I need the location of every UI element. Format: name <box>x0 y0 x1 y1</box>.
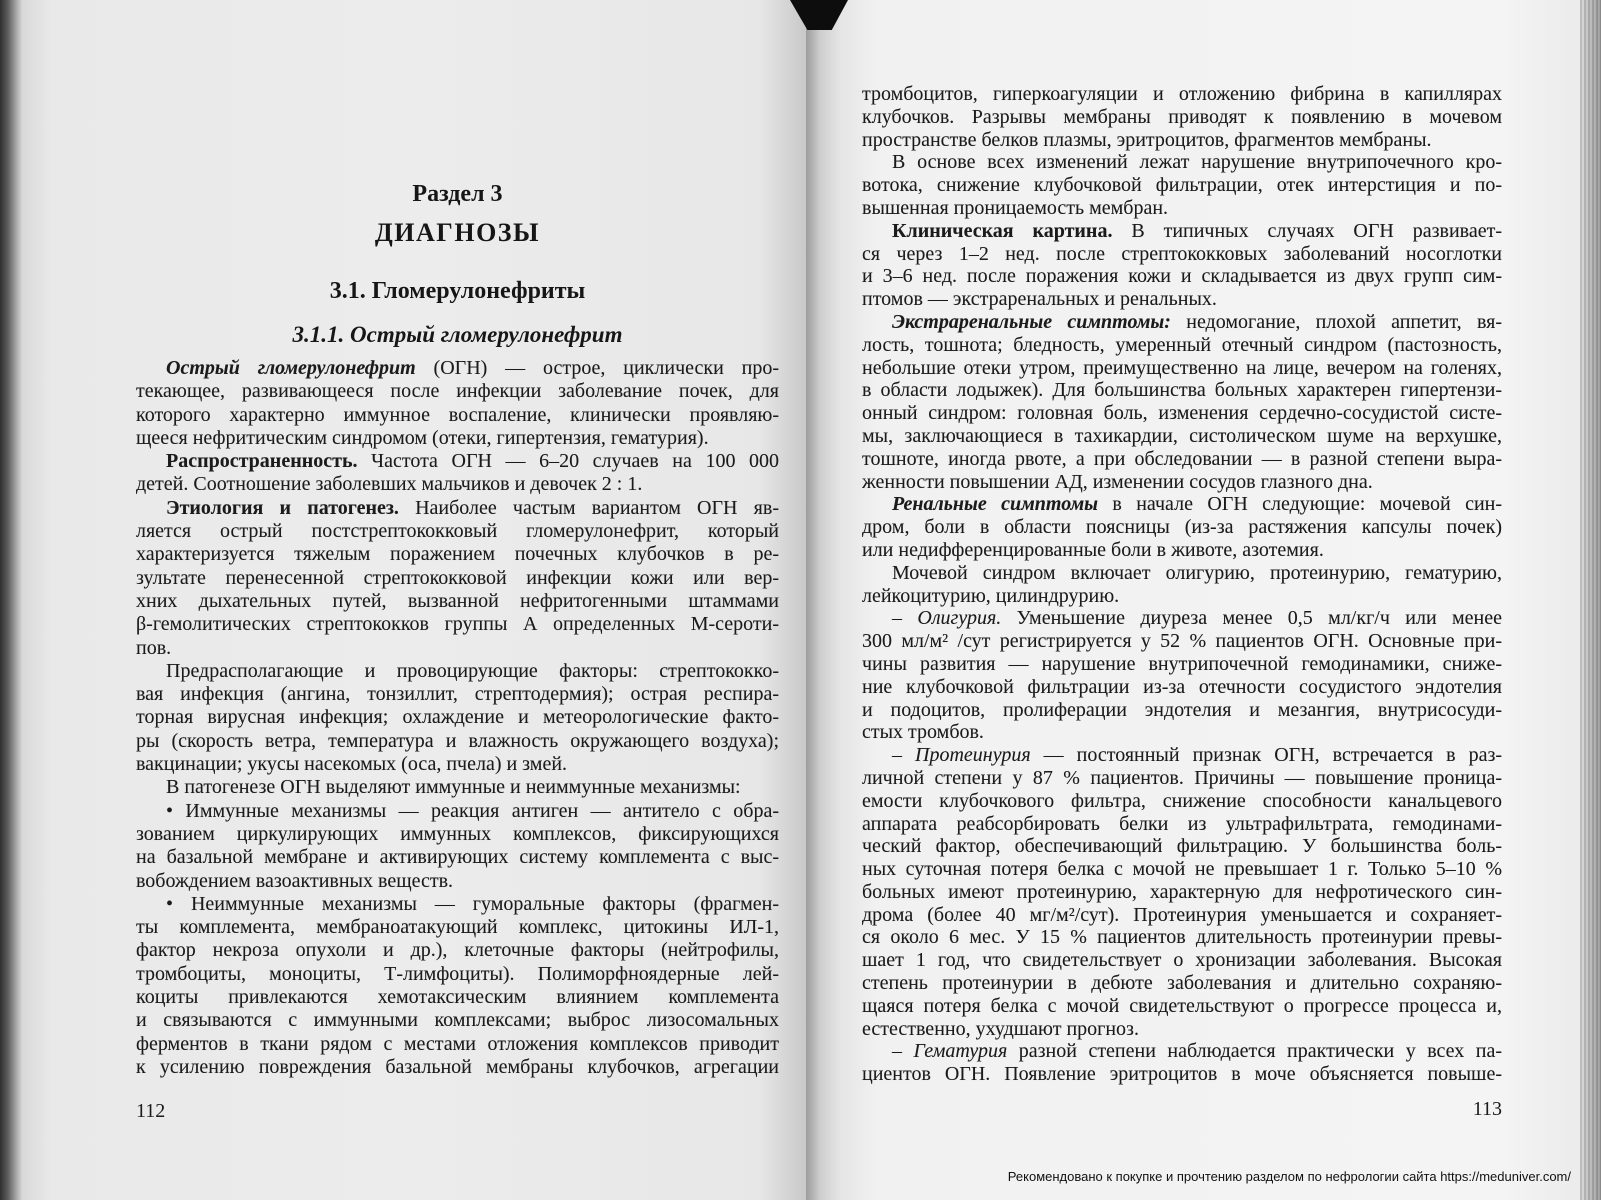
text-line: на базальной мембране и активирующих систему комплемента с выс- <box>136 846 779 869</box>
text-line: ние клубочковой фильтрации из-за отечности сосудистого эндотелия <box>862 675 1502 698</box>
emphasized-term: Протеинурия <box>915 744 1031 767</box>
text-line: В патогенезе ОГН выделяют иммунные и неиммунные механизмы: <box>166 776 741 799</box>
text-line: пространстве белков плазмы, эритроцитов, фрагментов мембраны. <box>862 128 1432 151</box>
text-line: чины развития — нарушение внутрипочечной гемодинамики, сниже- <box>862 652 1502 675</box>
page-number-right: 113 <box>1472 1098 1502 1120</box>
emphasized-term: Распространенность. <box>166 450 358 473</box>
text-line: характеризуется тяжелым поражением почечных клубочков в ре- <box>136 543 779 566</box>
text-line: стых тромбов. <box>862 721 984 744</box>
text-line: ляется острый постстрептококковый гломерулонефрит, который <box>136 520 779 543</box>
paragraph <box>862 562 1502 608</box>
text-run: В типичных случаях ОГН развивает- <box>1112 219 1502 242</box>
text-line <box>136 450 779 473</box>
text-run: в начале ОГН следующие: мочевой син- <box>1098 493 1502 516</box>
text-line: • Неиммунные механизмы — гуморальные факторы (фрагмен- <box>166 892 779 915</box>
section-heading: Раздел 3 <box>412 181 503 207</box>
text-line: вая инфекция (ангина, тонзиллит, стрептодермия); острая респира- <box>136 683 779 706</box>
paragraph <box>862 1040 1502 1086</box>
subchapter-heading: 3.1.1. Острый гломерулонефрит <box>292 322 623 347</box>
text-line: тромбоциты, моноциты, Т-лимфоциты). Полиморфноядерные лей- <box>136 962 779 985</box>
text-run: Наиболее частым вариантом ОГН яв- <box>398 496 779 519</box>
page-left <box>22 0 806 1200</box>
paragraph <box>136 497 779 660</box>
paragraph <box>862 220 1502 311</box>
text-line: или недифференцированные боли в животе, азотемия. <box>862 538 1324 561</box>
text-line: естественно, ухудшают прогноз. <box>862 1017 1139 1040</box>
text-line: и подоцитов, пролиферации эндотелия и мезангия, внутрисосуди- <box>862 698 1502 721</box>
text-line: β-гемолитических стрептококков группы А определенных М-сероти- <box>136 613 779 636</box>
text-line: и связываются с иммунными комплексами; выброс лизосомальных <box>136 1009 779 1032</box>
emphasized-term: Экстраренальные симптомы: <box>892 310 1171 333</box>
text-line: детей. Соотношение заболевших мальчиков и девочек 2 : 1. <box>136 473 643 496</box>
paragraph <box>136 357 779 450</box>
text-line: в области лодыжек). Для большинства больных характерен гипертензи- <box>862 379 1502 402</box>
text-run: (ОГН) — острое, циклически про- <box>415 357 779 379</box>
text-line: вышенная проницаемость мембран. <box>862 196 1169 219</box>
text-run: — постоянный признак ОГН, встречается в раз- <box>1030 744 1502 767</box>
emphasized-term: Острый гломерулонефрит <box>166 357 416 379</box>
text-line: В основе всех изменений лежат нарушение внутрипочечного кро- <box>892 151 1502 174</box>
text-line: женности повышении АД, изменении сосудов глазного дна. <box>862 470 1373 493</box>
emphasized-term: Олигурия. <box>917 607 1002 630</box>
emphasized-term: Ренальные симптомы <box>892 493 1099 516</box>
part-title: ДИАГНОЗЫ <box>374 218 541 247</box>
text-line <box>862 744 1502 767</box>
paragraph <box>862 744 1502 1040</box>
text-run: – <box>892 744 916 767</box>
text-run: Частота ОГН — 6–20 случаев на 100 000 <box>357 450 779 473</box>
paragraph <box>862 151 1502 219</box>
paragraph <box>862 607 1502 744</box>
text-line: степень протеинурии в дебюте заболевания и длительно сохраняю- <box>862 972 1502 995</box>
text-line: зованием циркулирующих иммунных комплексов, фиксирующихся <box>136 822 779 845</box>
paragraph <box>136 450 779 497</box>
chapter-heading: 3.1. Гломерулонефриты <box>329 278 586 304</box>
text-line: мы, заключающиеся в тахикардии, систолическом шуме на верхушке, <box>862 424 1502 447</box>
text-line: к усилению повреждения базальной мембраны клубочков, агрегации <box>136 1055 779 1078</box>
text-line <box>136 357 779 380</box>
left-page-text <box>136 357 779 1079</box>
text-run: – <box>892 1040 914 1063</box>
text-line: зультате перенесенной стрептококковой инфекции кожи или вер- <box>136 566 779 589</box>
text-line: которого характерно иммунное воспаление, клинически проявляю- <box>136 403 779 426</box>
text-run: недомогание, плохой аппетит, вя- <box>1170 310 1502 333</box>
text-line: коциты привлекаются хемотаксическим влиянием комплемента <box>136 986 779 1009</box>
text-line: щееся нефритическим синдромом (отеки, гипертензия, гематурия). <box>136 426 709 449</box>
text-line: шает 1 год, что свидетельствует о хронизации заболевания. Высокая <box>862 949 1502 972</box>
text-line: ных суточная потеря белка с мочой не превышает 1 г. Только 5–10 % <box>862 858 1502 881</box>
text-line: пов. <box>136 636 172 659</box>
text-line <box>862 220 1502 243</box>
text-line: ферментов в ткани рядом с местами отложения комплексов приводит <box>136 1032 779 1055</box>
text-line: лейкоцитурию, цилиндрурию. <box>862 584 1120 607</box>
recommendation-note: Рекомендовано к покупке и прочтению разделом по нефрологии сайта https://meduniver.com/ <box>1007 1169 1571 1184</box>
emphasized-term: Этиология и патогенез. <box>166 496 399 519</box>
text-line <box>862 1040 1502 1063</box>
paragraph <box>136 800 779 893</box>
text-line: • Иммунные механизмы — реакция антиген — антитело с обра- <box>166 799 779 822</box>
text-line <box>862 311 1502 334</box>
text-line: и 3–6 нед. после поражения кожи и складывается из двух групп сим- <box>862 265 1502 288</box>
text-line: тромбоцитов, гиперкоагуляции и отложению фибрина в капиллярах <box>862 83 1502 105</box>
text-line: торная вирусная инфекция; охлаждение и метеорологические факто- <box>136 706 779 729</box>
book-edge-right <box>1580 0 1601 1200</box>
text-line: клубочков. Разрывы мембраны приводят к появлению в мочевом <box>862 105 1502 128</box>
text-line: вакцинации; укусы насекомых (оса, пчела) и змей. <box>136 753 568 776</box>
page-number-left: 112 <box>136 1100 166 1122</box>
text-run: – <box>892 607 918 630</box>
text-line: лость, тошнота; бледность, умеренный отечный синдром (пастозность, <box>862 333 1502 356</box>
emphasized-term: Клиническая картина. <box>892 219 1113 242</box>
right-page-text <box>862 83 1502 1086</box>
text-line: емости клубочкового фильтра, снижение способности канальцевого <box>862 789 1502 812</box>
emphasized-term: Гематурия <box>913 1040 1008 1063</box>
text-line: ты комплемента, мембраноатакующий комплекс, цитокины ИЛ-1, <box>136 916 779 939</box>
text-line: тошноте, иногда рвоте, а при обследовании — в разной степени выра- <box>862 447 1502 470</box>
text-line: ры (скорость ветра, температура и влажность окружающего воздуха); <box>136 729 779 752</box>
text-line: аппарата реабсорбировать белки из ультрафильтрата, гемодинами- <box>862 812 1502 835</box>
book-edge-left <box>0 0 22 1200</box>
text-line: Предрасполагающие и провоцирующие факторы: стрептококко- <box>166 659 779 682</box>
text-line: щаяся потеря белка с мочой свидетельствуют о прогрессе процесса и, <box>862 994 1502 1017</box>
text-line: дрома (более 40 мг/м²/сут). Протеинурия уменьшается и сохраняет- <box>862 903 1502 926</box>
text-line: ся около 6 мес. У 15 % пациентов длительность протеинурии превы- <box>862 926 1502 949</box>
text-line: циентов ОГН. Появление эритроцитов в моче объясняется повыше- <box>862 1063 1502 1086</box>
paragraph <box>136 776 779 799</box>
text-line: фактор некроза опухоли и др.), клеточные факторы (нейтрофилы, <box>136 939 779 962</box>
text-line <box>136 497 779 520</box>
text-line: больных имеют протеинурию, характерную для нефротического син- <box>862 880 1502 903</box>
paragraph <box>136 660 779 776</box>
paragraph <box>136 893 779 1079</box>
text-line: хних дыхательных путей, вызванной нефритогенными штаммами <box>136 589 779 612</box>
text-line: дром, боли в области поясницы (из-за растяжения капсулы почек) <box>862 516 1502 539</box>
text-line: птомов — экстраренальных и ренальных. <box>862 288 1217 311</box>
text-line: вотока, снижение клубочковой фильтрации, отек интерстиция и по- <box>862 174 1502 197</box>
paragraph <box>862 311 1502 493</box>
text-line: ся через 1–2 нед. после стрептококковых заболеваний носоглотки <box>862 242 1502 265</box>
text-line: вобождением вазоактивных веществ. <box>136 869 454 892</box>
text-line: ческий фактор, обеспечивающий фильтрацию. У большинства боль- <box>862 835 1502 858</box>
page-right <box>806 0 1580 1200</box>
text-line: 300 мл/м² /сут регистрируется у 52 % пациентов ОГН. Основные при- <box>862 630 1502 653</box>
paragraph <box>862 83 1502 151</box>
text-line <box>862 493 1502 516</box>
text-run: разной степени наблюдается практически у всех па- <box>1007 1040 1502 1063</box>
text-line: текающее, развивающееся после инфекции заболевание почек, для <box>136 380 779 403</box>
paragraph <box>862 493 1502 561</box>
text-line <box>862 607 1502 630</box>
text-run: Уменьшение диуреза менее 0,5 мл/кг/ч или менее <box>1001 607 1502 630</box>
text-line: Мочевой синдром включает олигурию, протеинурию, гематурию, <box>892 561 1502 584</box>
text-line: личной степени у 87 % пациентов. Причины — повышение проница- <box>862 766 1502 789</box>
text-line: небольшие отеки утром, преимущественно на лице, вечером на голенях, <box>862 356 1502 379</box>
text-line: онный синдром: головная боль, изменения сердечно-сосудистой систе- <box>862 402 1502 425</box>
